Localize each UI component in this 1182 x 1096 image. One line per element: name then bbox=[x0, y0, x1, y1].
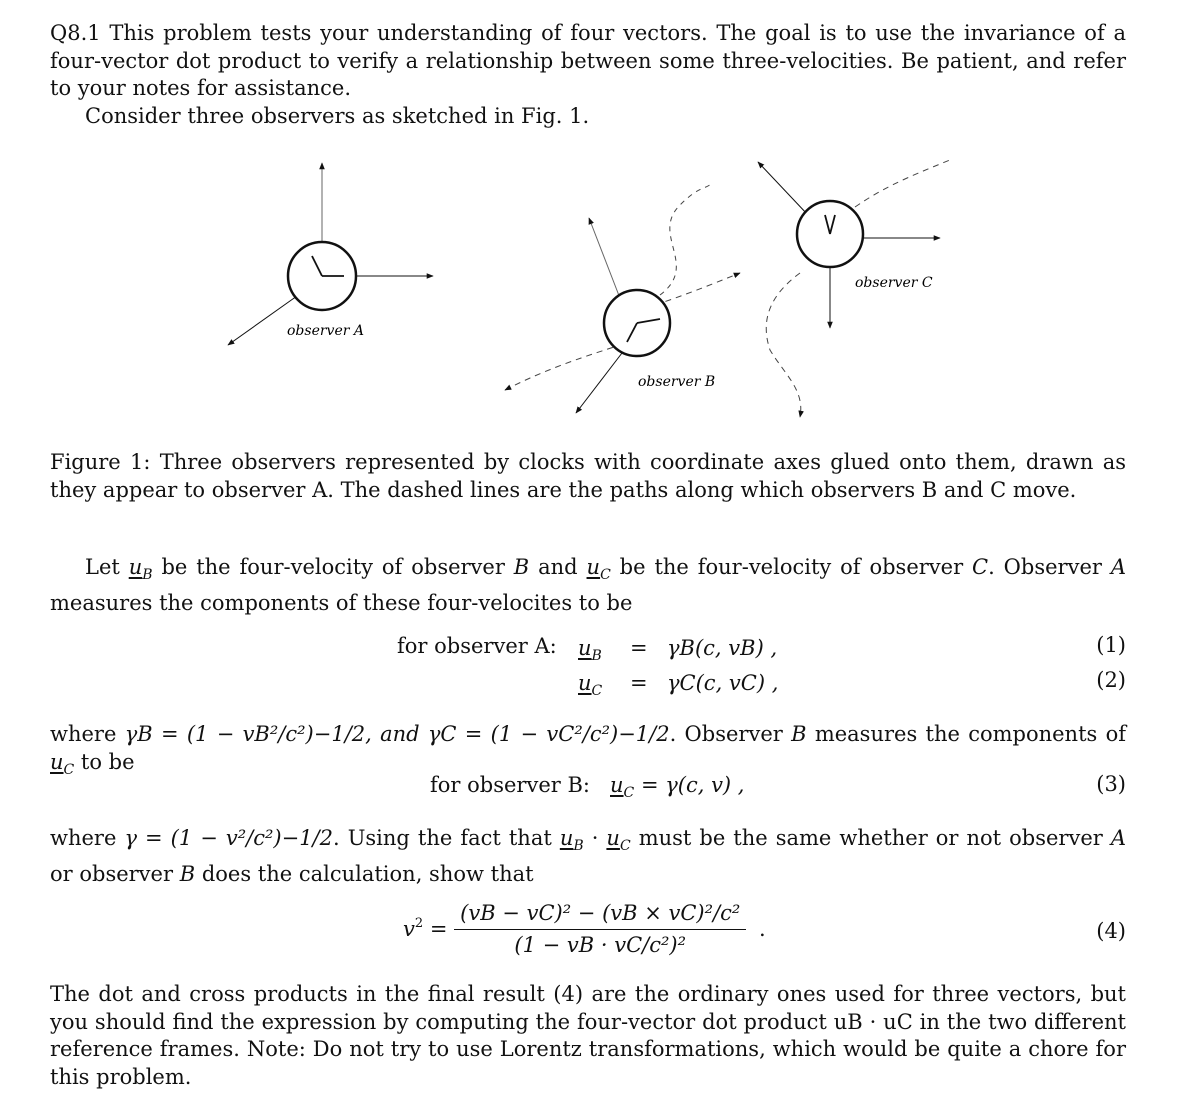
eq3-number: (3) bbox=[1096, 772, 1126, 796]
let-paragraph bbox=[50, 554, 1126, 617]
where-paragraph-1: where γB = (1 − vB²/c²)−1/2, and γC = (1 − vC²/c²)−1/2. Observer B measures the components of $u_C$ to be bbox=[50, 722, 1126, 778]
observer-c-label: observer C bbox=[855, 275, 933, 291]
eq4-fraction bbox=[454, 900, 746, 959]
uB-sub: B bbox=[142, 567, 153, 584]
final-paragraph: The dot and cross products in the final result (4) are the ordinary ones used for three vectors, but you should find the expression by computing the four-vector dot product uB · uC in the two different reference frames. Note: Do not try to use Lorentz transformations, which would be quite a chore for this problem. bbox=[50, 982, 1126, 1089]
let-b: B bbox=[513, 555, 530, 579]
figure-1 bbox=[0, 145, 1182, 435]
let-text-2: be the four-velocity of observer bbox=[152, 555, 514, 579]
let-text-4: be the four-velocity of observer bbox=[610, 555, 973, 579]
eq2-number: (2) bbox=[1096, 668, 1126, 692]
eq2-rhs: γC(c, vC) , bbox=[667, 671, 779, 695]
figure-caption: Figure 1: Three observers represented by clocks with coordinate axes glued onto them, drawn as they appear to observer A. The dashed lines are the paths along which observers B and C move. bbox=[50, 450, 1126, 502]
eq1-lead: for observer A: bbox=[397, 634, 557, 658]
eq1-lhs: $u_B$ bbox=[578, 636, 602, 665]
eq2-lhs: $u_C$ bbox=[578, 671, 603, 700]
let-c: C bbox=[972, 555, 989, 579]
uC-symbol: u bbox=[586, 555, 601, 579]
observer-b-label: observer B bbox=[638, 374, 716, 390]
eq3-body: $u_C = \gamma(c$, v) , bbox=[610, 773, 745, 802]
observer-c-clock bbox=[758, 162, 940, 328]
eq4: $v^2$ = $\frac{\text{(vB − vC)² − (vB × vC)²/c²}}{\text{(1 − vB · vC/c²)²}}$ . bbox=[403, 901, 766, 957]
let-text-5: . Observer bbox=[988, 555, 1111, 579]
eq1-equals: = bbox=[630, 636, 648, 660]
let-text-1: Let bbox=[85, 555, 129, 579]
let-text-3: and bbox=[529, 555, 587, 579]
problem-label: Q8.1 bbox=[50, 21, 101, 45]
observer-a-clock bbox=[228, 163, 433, 345]
observer-c-path bbox=[766, 273, 801, 417]
let-text-6: measures the components of these four-velocites to be bbox=[50, 590, 633, 615]
eq4-numerator: (vB − vC)² − (vB × vC)²/c² bbox=[454, 900, 746, 930]
observer-a-label: observer A bbox=[287, 323, 364, 339]
eq4-number: (4) bbox=[1096, 919, 1126, 943]
problem-intro-text: This problem tests your understanding of four vectors. The goal is to use the invariance of a four-vector dot product to verify a relationship between some three-velocities. Be patient, and refer to your notes for assistance. bbox=[50, 21, 1126, 100]
consider-line: Consider three observers as sketched in Fig. 1. bbox=[85, 104, 590, 128]
eq3-lead: for observer B: bbox=[430, 773, 590, 797]
eq1-rhs: γB(c, vB) , bbox=[667, 636, 778, 660]
eq1-number: (1) bbox=[1096, 633, 1126, 657]
where-paragraph-2: where γ = (1 − v²/c²)−1/2. Using the fact that $u_B \cdot u_C$ must be the same whether or not observer A or observer B does the calculation, show that bbox=[50, 826, 1126, 886]
uC-sub: C bbox=[600, 567, 611, 584]
problem-intro bbox=[50, 20, 1126, 103]
eq4-denominator: (1 − vB · vC/c²)² bbox=[514, 933, 687, 957]
let-a: A bbox=[1110, 555, 1126, 579]
uB-symbol: u bbox=[128, 555, 143, 579]
eq2-equals: = bbox=[630, 671, 648, 695]
